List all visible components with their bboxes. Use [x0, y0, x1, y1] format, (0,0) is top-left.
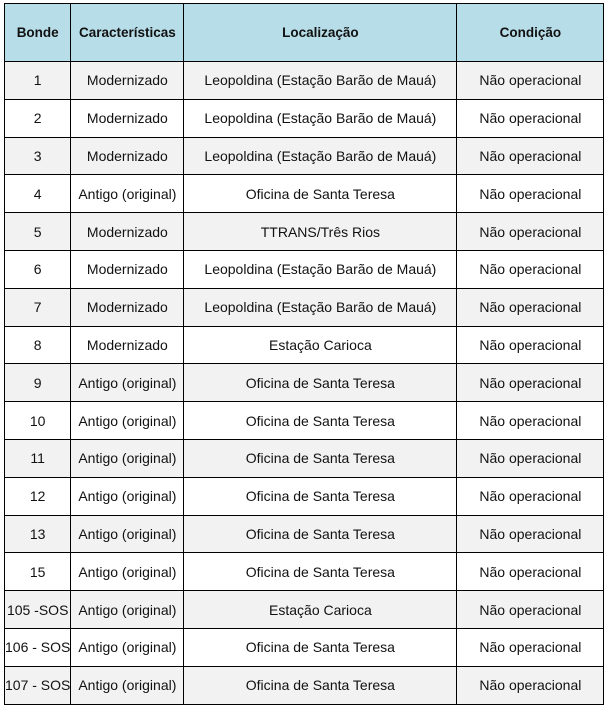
table-row [5, 591, 604, 629]
cell-condicao: Não operacional [457, 326, 604, 364]
cell-bonde: 3 [5, 137, 71, 175]
table-row [5, 364, 604, 402]
cell-localizacao: Oficina de Santa Teresa [184, 175, 457, 213]
table-row [5, 213, 604, 251]
table-row [5, 515, 604, 553]
table-row [5, 175, 604, 213]
cell-localizacao: Oficina de Santa Teresa [184, 666, 457, 704]
table-row [5, 137, 604, 175]
cell-localizacao: Oficina de Santa Teresa [184, 402, 457, 440]
table-container [4, 3, 604, 705]
cell-localizacao: Leopoldina (Estação Barão de Mauá) [184, 137, 457, 175]
cell-caracteristicas: Antigo (original) [71, 439, 184, 477]
cell-localizacao: Oficina de Santa Teresa [184, 553, 457, 591]
cell-localizacao: Leopoldina (Estação Barão de Mauá) [184, 288, 457, 326]
cell-condicao: Não operacional [457, 288, 604, 326]
cell-bonde: 8 [5, 326, 71, 364]
table-header [5, 4, 604, 62]
table-row [5, 250, 604, 288]
cell-condicao: Não operacional [457, 62, 604, 100]
cell-localizacao: Oficina de Santa Teresa [184, 439, 457, 477]
table-row [5, 62, 604, 100]
table-row [5, 439, 604, 477]
cell-bonde: 107 - SOS [5, 666, 71, 704]
header-bonde: Bonde [5, 4, 71, 62]
cell-condicao: Não operacional [457, 402, 604, 440]
cell-bonde: 13 [5, 515, 71, 553]
cell-condicao: Não operacional [457, 175, 604, 213]
table-row [5, 326, 604, 364]
table-row [5, 553, 604, 591]
cell-localizacao: Oficina de Santa Teresa [184, 628, 457, 666]
cell-caracteristicas: Modernizado [71, 250, 184, 288]
cell-caracteristicas: Antigo (original) [71, 666, 184, 704]
cell-caracteristicas: Modernizado [71, 326, 184, 364]
cell-bonde: 7 [5, 288, 71, 326]
cell-condicao: Não operacional [457, 666, 604, 704]
header-caracteristicas: Características [71, 4, 184, 62]
cell-bonde: 2 [5, 99, 71, 137]
cell-caracteristicas: Modernizado [71, 288, 184, 326]
cell-caracteristicas: Antigo (original) [71, 175, 184, 213]
cell-caracteristicas: Antigo (original) [71, 364, 184, 402]
table-row [5, 402, 604, 440]
cell-localizacao: Estação Carioca [184, 591, 457, 629]
cell-bonde: 15 [5, 553, 71, 591]
cell-condicao: Não operacional [457, 477, 604, 515]
cell-condicao: Não operacional [457, 515, 604, 553]
cell-caracteristicas: Modernizado [71, 62, 184, 100]
table-row [5, 628, 604, 666]
cell-bonde: 5 [5, 213, 71, 251]
bondes-table [4, 3, 604, 705]
cell-localizacao: Oficina de Santa Teresa [184, 364, 457, 402]
cell-caracteristicas: Antigo (original) [71, 628, 184, 666]
cell-bonde: 9 [5, 364, 71, 402]
cell-condicao: Não operacional [457, 99, 604, 137]
header-row [5, 4, 604, 62]
cell-bonde: 12 [5, 477, 71, 515]
cell-caracteristicas: Antigo (original) [71, 553, 184, 591]
cell-caracteristicas: Antigo (original) [71, 477, 184, 515]
cell-condicao: Não operacional [457, 439, 604, 477]
cell-condicao: Não operacional [457, 213, 604, 251]
cell-condicao: Não operacional [457, 137, 604, 175]
cell-bonde: 1 [5, 62, 71, 100]
cell-condicao: Não operacional [457, 364, 604, 402]
table-body [5, 62, 604, 705]
cell-caracteristicas: Antigo (original) [71, 402, 184, 440]
cell-bonde: 10 [5, 402, 71, 440]
table-row [5, 99, 604, 137]
header-condicao: Condição [457, 4, 604, 62]
cell-caracteristicas: Antigo (original) [71, 591, 184, 629]
cell-caracteristicas: Antigo (original) [71, 515, 184, 553]
cell-localizacao: Estação Carioca [184, 326, 457, 364]
cell-bonde: 105 -SOS [5, 591, 71, 629]
table-row [5, 477, 604, 515]
cell-localizacao: Oficina de Santa Teresa [184, 515, 457, 553]
cell-bonde: 6 [5, 250, 71, 288]
cell-condicao: Não operacional [457, 591, 604, 629]
table-row [5, 666, 604, 704]
cell-caracteristicas: Modernizado [71, 213, 184, 251]
cell-condicao: Não operacional [457, 553, 604, 591]
cell-bonde: 4 [5, 175, 71, 213]
cell-condicao: Não operacional [457, 628, 604, 666]
cell-localizacao: Leopoldina (Estação Barão de Mauá) [184, 250, 457, 288]
cell-caracteristicas: Modernizado [71, 99, 184, 137]
cell-localizacao: Oficina de Santa Teresa [184, 477, 457, 515]
cell-condicao: Não operacional [457, 250, 604, 288]
cell-localizacao: Leopoldina (Estação Barão de Mauá) [184, 99, 457, 137]
header-localizacao: Localização [184, 4, 457, 62]
table-row [5, 288, 604, 326]
cell-localizacao: TTRANS/Três Rios [184, 213, 457, 251]
cell-bonde: 106 - SOS [5, 628, 71, 666]
cell-localizacao: Leopoldina (Estação Barão de Mauá) [184, 62, 457, 100]
cell-caracteristicas: Modernizado [71, 137, 184, 175]
cell-bonde: 11 [5, 439, 71, 477]
